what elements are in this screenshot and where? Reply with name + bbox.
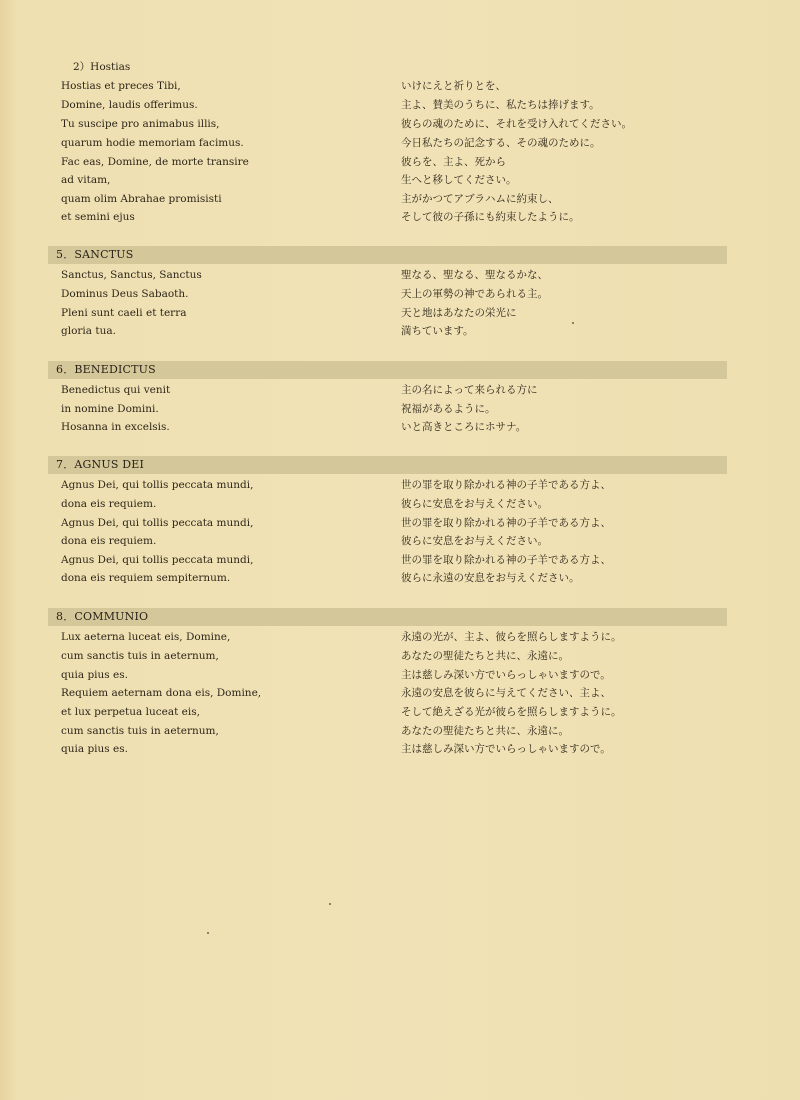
text-line [0,77,800,96]
latin-text: Hostias et preces Tibi, [61,80,181,92]
text-line [0,551,800,570]
latin-text: Lux aeterna luceat eis, Domine, [61,631,231,643]
text-line [0,628,800,647]
latin-text: Tu suscipe pro animabus illis, [61,118,220,130]
section-header-bar [48,608,727,626]
latin-text: Pleni sunt caeli et terra [61,307,187,319]
section-header-bar [48,246,727,264]
japanese-translation: 彼らに安息をお与えください。 [401,535,548,547]
text-line [0,134,800,153]
latin-text: quarum hodie memoriam facimus. [61,137,244,149]
japanese-translation: 天と地はあなたの栄光に [401,307,517,319]
japanese-translation: 世の罪を取り除かれる神の子羊である方よ、 [401,479,611,491]
latin-text: ad vitam, [61,174,111,186]
japanese-translation: いと高きところにホサナ。 [401,421,527,433]
text-line [0,285,800,304]
japanese-translation: 彼らの魂のために、それを受け入れてください。 [401,118,632,130]
latin-text: et lux perpetua luceat eis, [61,706,200,718]
japanese-translation: 生へと移してください。 [401,174,517,186]
japanese-translation: そして彼の子孫にも約束したように。 [401,211,580,223]
latin-text: Agnus Dei, qui tollis peccata mundi, [61,517,254,529]
text-line [0,266,800,285]
japanese-translation: 彼らを、主よ、死から [401,156,506,168]
text-line [0,569,800,588]
latin-text: Fac eas, Domine, de morte transire [61,156,249,168]
latin-text: gloria tua. [61,325,116,337]
latin-text: Benedictus qui venit [61,384,171,396]
text-line [0,495,800,514]
section-heading-communio: 8．COMMUNIO [56,610,149,623]
section-heading-benedictus: 6．BENEDICTUS [56,363,156,376]
latin-text: dona eis requiem. [61,498,157,510]
text-line [0,381,800,400]
text-line [0,740,800,759]
latin-text: Domine, laudis offerimus. [61,99,198,111]
text-line [0,684,800,703]
latin-text: Requiem aeternam dona eis, Domine, [61,687,262,699]
japanese-translation: 永遠の安息を彼らに与えてください、主よ、 [401,687,611,699]
text-line [0,514,800,533]
text-line [0,400,800,419]
japanese-translation: あなたの聖徒たちと共に、永遠に。 [401,650,569,662]
text-line [0,532,800,551]
japanese-translation: あなたの聖徒たちと共に、永遠に。 [401,725,569,737]
text-line [0,647,800,666]
text-line [0,115,800,134]
japanese-translation: 主がかつてアブラハムに約束し、 [401,193,559,205]
text-line [0,476,800,495]
latin-text: dona eis requiem. [61,535,157,547]
text-line [0,190,800,209]
text-line [0,703,800,722]
text-line [0,322,800,341]
japanese-translation: 永遠の光が、主よ、彼らを照らしますように。 [401,631,622,643]
latin-text: quam olim Abrahae promisisti [61,193,222,205]
paper-speck [572,322,574,324]
japanese-translation: 彼らに永遠の安息をお与えください。 [401,572,580,584]
latin-text: Agnus Dei, qui tollis peccata mundi, [61,554,254,566]
latin-text: Sanctus, Sanctus, Sanctus [61,269,202,281]
latin-text: cum sanctis tuis in aeternum, [61,725,219,737]
latin-text: Agnus Dei, qui tollis peccata mundi, [61,479,254,491]
latin-text: in nomine Domini. [61,403,159,415]
japanese-translation: 今日私たちの記念する、その魂のために。 [401,137,601,149]
text-line [0,666,800,685]
japanese-translation: 主の名によって来られる方に [401,384,538,396]
text-line [0,418,800,437]
japanese-translation: 世の罪を取り除かれる神の子羊である方よ、 [401,517,611,529]
paper-speck [329,903,331,905]
section-heading-sanctus: 5．SANCTUS [56,248,134,261]
paper-speck [207,932,209,934]
latin-text: quia pius es. [61,669,128,681]
japanese-translation: そして絶えざる光が彼らを照らしますように。 [401,706,622,718]
text-line [0,96,800,115]
hostias-subheading: 2）Hostias [73,61,131,73]
japanese-translation: 世の罪を取り除かれる神の子羊である方よ、 [401,554,611,566]
text-line [0,153,800,172]
japanese-translation: 彼らに安息をお与えください。 [401,498,548,510]
japanese-translation: 主は慈しみ深い方でいらっしゃいますので。 [401,669,611,681]
section-header-bar [48,456,727,474]
latin-text: et semini ejus [61,211,135,223]
text-line [0,171,800,190]
latin-text: Hosanna in excelsis. [61,421,170,433]
japanese-translation: 天上の軍勢の神であられる主。 [401,288,548,300]
text-line [0,722,800,741]
text-line [0,208,800,227]
text-line [0,304,800,323]
latin-text: dona eis requiem sempiternum. [61,572,231,584]
latin-text: Dominus Deus Sabaoth. [61,288,189,300]
japanese-translation: 満ちています。 [401,325,474,337]
latin-text: quia pius es. [61,743,128,755]
latin-text: cum sanctis tuis in aeternum, [61,650,219,662]
japanese-translation: 聖なる、聖なる、聖なるかな、 [401,269,548,281]
japanese-translation: 主は慈しみ深い方でいらっしゃいますので。 [401,743,611,755]
japanese-translation: 主よ、賛美のうちに、私たちは捧げます。 [401,99,600,111]
section-heading-agnus-dei: 7．AGNUS DEI [56,458,145,471]
japanese-translation: いけにえと祈りとを、 [401,80,506,92]
japanese-translation: 祝福があるように。 [401,403,496,415]
